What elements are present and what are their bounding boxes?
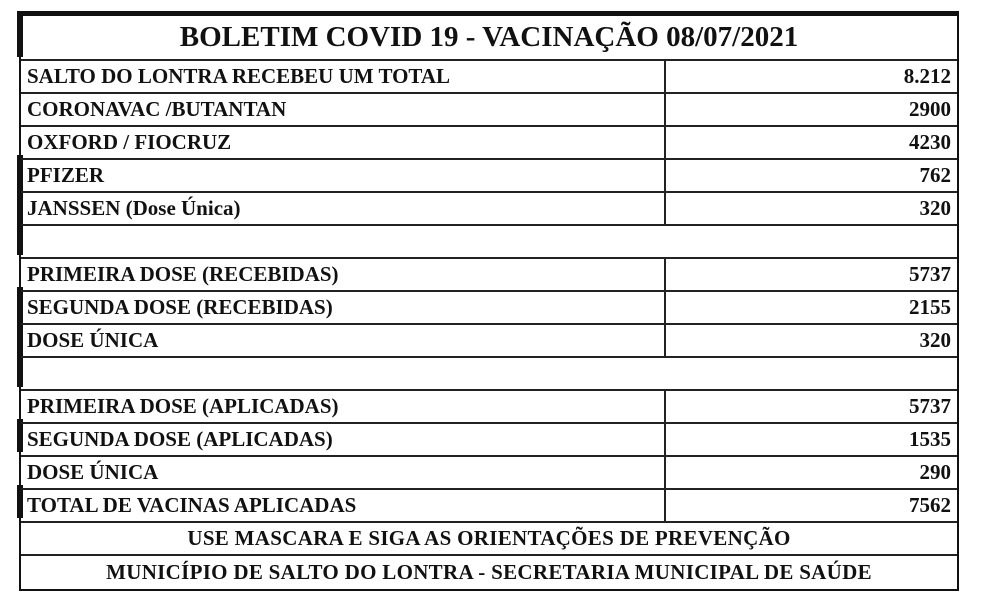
spacer-row	[21, 358, 957, 391]
row-label: OXFORD / FIOCRUZ	[21, 127, 666, 158]
row-value: 4230	[909, 130, 951, 154]
row-value: 320	[919, 328, 951, 352]
table-row	[21, 160, 957, 193]
row-label: SEGUNDA DOSE (APLICADAS)	[21, 424, 666, 455]
row-label: SEGUNDA DOSE (RECEBIDAS)	[21, 292, 666, 323]
row-value: 1535	[909, 427, 951, 451]
row-value: 320	[919, 196, 951, 220]
row-value: 2155	[909, 295, 951, 319]
row-label: PFIZER	[21, 160, 666, 191]
table-row	[21, 457, 957, 490]
table-row	[21, 94, 957, 127]
spacer-row	[21, 226, 957, 259]
table-row	[21, 391, 957, 424]
row-label: PRIMEIRA DOSE (APLICADAS)	[21, 391, 666, 422]
advice-footer: USE MASCARA E SIGA AS ORIENTAÇÕES DE PREVENÇÃO	[21, 523, 957, 556]
row-value: 5737	[909, 262, 951, 286]
table-row-total	[21, 490, 957, 523]
bulletin-table	[19, 11, 959, 591]
source-footer: MUNICÍPIO DE SALTO DO LONTRA - SECRETARIA MUNICIPAL DE SAÚDE	[106, 560, 872, 584]
table-row	[21, 424, 957, 457]
row-label: CORONAVAC /BUTANTAN	[21, 94, 666, 125]
row-value: 5737	[909, 394, 951, 418]
row-label: JANSSEN (Dose Única)	[21, 193, 666, 224]
row-label: SALTO DO LONTRA RECEBEU UM TOTAL	[21, 61, 666, 92]
bulletin-title: BOLETIM COVID 19 - VACINAÇÃO 08/07/2021	[21, 16, 957, 61]
row-label: DOSE ÚNICA	[21, 325, 666, 356]
row-value: 7562	[909, 493, 951, 517]
table-row	[21, 259, 957, 292]
row-label: PRIMEIRA DOSE (RECEBIDAS)	[21, 259, 666, 290]
table-row	[21, 325, 957, 358]
row-value: 762	[919, 163, 951, 187]
row-value: 8.212	[903, 64, 951, 88]
row-value: 2900	[909, 97, 951, 121]
table-row	[21, 292, 957, 325]
row-value: 290	[919, 460, 951, 484]
row-label: TOTAL DE VACINAS APLICADAS	[21, 490, 666, 521]
table-row	[21, 61, 957, 94]
table-row	[21, 127, 957, 160]
table-row	[21, 193, 957, 226]
row-label: DOSE ÚNICA	[21, 457, 666, 488]
